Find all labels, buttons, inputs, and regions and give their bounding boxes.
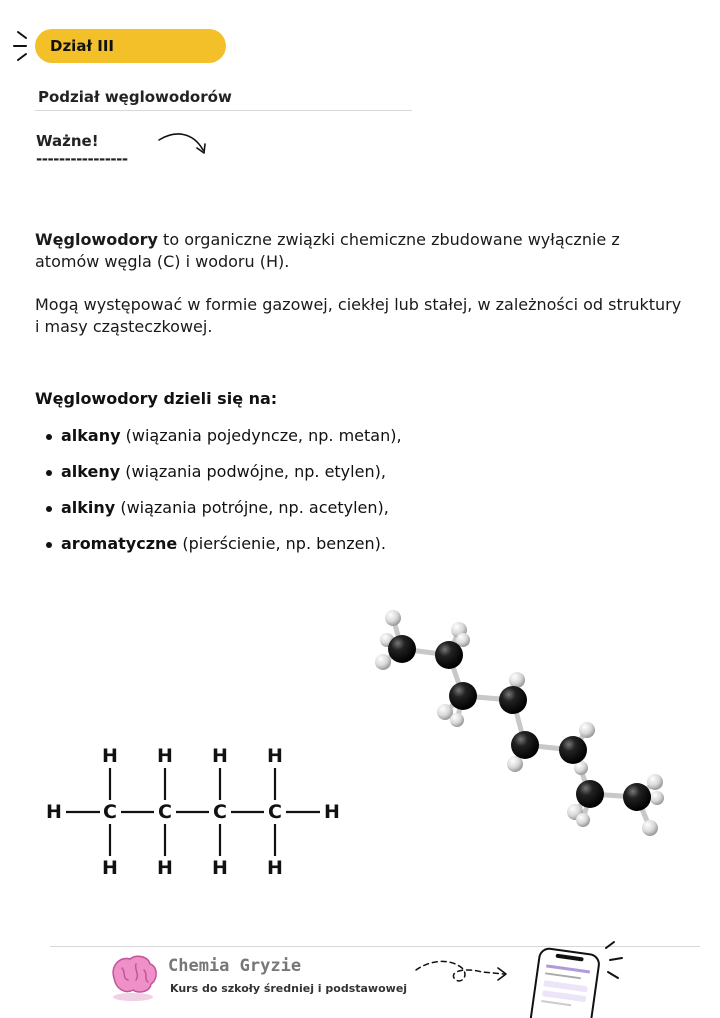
- hydrogen-atom-label: H: [324, 801, 340, 823]
- list-item-term: alkeny: [61, 462, 121, 481]
- hydrogen-atom-label: H: [212, 857, 228, 879]
- hydrogen-atom-label: H: [157, 745, 173, 767]
- list-item-term: aromatyczne: [61, 534, 178, 553]
- brand-tagline: Kurs do szkoły średniej i podstawowej: [170, 982, 408, 995]
- list-item-term: alkiny: [61, 498, 116, 517]
- list-item-desc: (pierścienie, np. benzen).: [177, 534, 386, 553]
- list-item-desc: (wiązania pojedyncze, np. metan),: [120, 426, 402, 445]
- list-item-desc: (wiązania potrójne, np. acetylen),: [115, 498, 389, 517]
- hydrogen-atom-label: H: [212, 745, 228, 767]
- carbon-atom-label: C: [268, 801, 282, 823]
- hydrogen-atom-label: H: [46, 801, 62, 823]
- list-item: [35, 424, 402, 460]
- hydrogen-atom-label: H: [102, 857, 118, 879]
- intro-paragraph: [35, 229, 685, 273]
- page-subtitle: Podział węglowodorów: [38, 88, 232, 106]
- phone-illustration-icon: [520, 938, 630, 1018]
- important-label: Ważne!: [36, 132, 99, 150]
- hydrocarbon-list: [35, 424, 402, 568]
- hydrogen-atom-label: H: [267, 857, 283, 879]
- list-title: Węglowodory dzieli się na:: [35, 389, 278, 408]
- brand-name: Chemia Gryzie: [168, 956, 302, 976]
- molecule-model-illustration: [365, 600, 670, 840]
- section-badge: Dział III: [35, 29, 226, 63]
- hydrogen-atom-label: H: [267, 745, 283, 767]
- important-underline: ----------------: [36, 150, 128, 168]
- carbon-atom-label: C: [158, 801, 172, 823]
- list-item-term: alkany: [61, 426, 121, 445]
- carbon-atom-label: C: [213, 801, 227, 823]
- intro-definition: to organiczne związki chemiczne zbudowane wyłącznie z atomów węgla (C) i wodoru (H).: [35, 230, 620, 271]
- list-item: [35, 532, 402, 568]
- brain-logo-icon: [106, 952, 160, 1002]
- subtitle-divider: [35, 110, 412, 111]
- structural-formula: [40, 740, 350, 880]
- hydrogen-atom-label: H: [157, 857, 173, 879]
- loop-arrow-icon: [412, 952, 512, 992]
- states-paragraph: Mogą występować w formie gazowej, ciekłej lub stałej, w zależności od struktury i masy cząsteczkowej.: [35, 295, 682, 336]
- intro-term: Węglowodory: [35, 230, 158, 249]
- list-item: [35, 460, 402, 496]
- curved-arrow-icon: [155, 130, 211, 160]
- carbon-atom-label: C: [103, 801, 117, 823]
- hydrogen-atom-label: H: [102, 745, 118, 767]
- list-item-desc: (wiązania podwójne, np. etylen),: [120, 462, 386, 481]
- list-item: [35, 496, 402, 532]
